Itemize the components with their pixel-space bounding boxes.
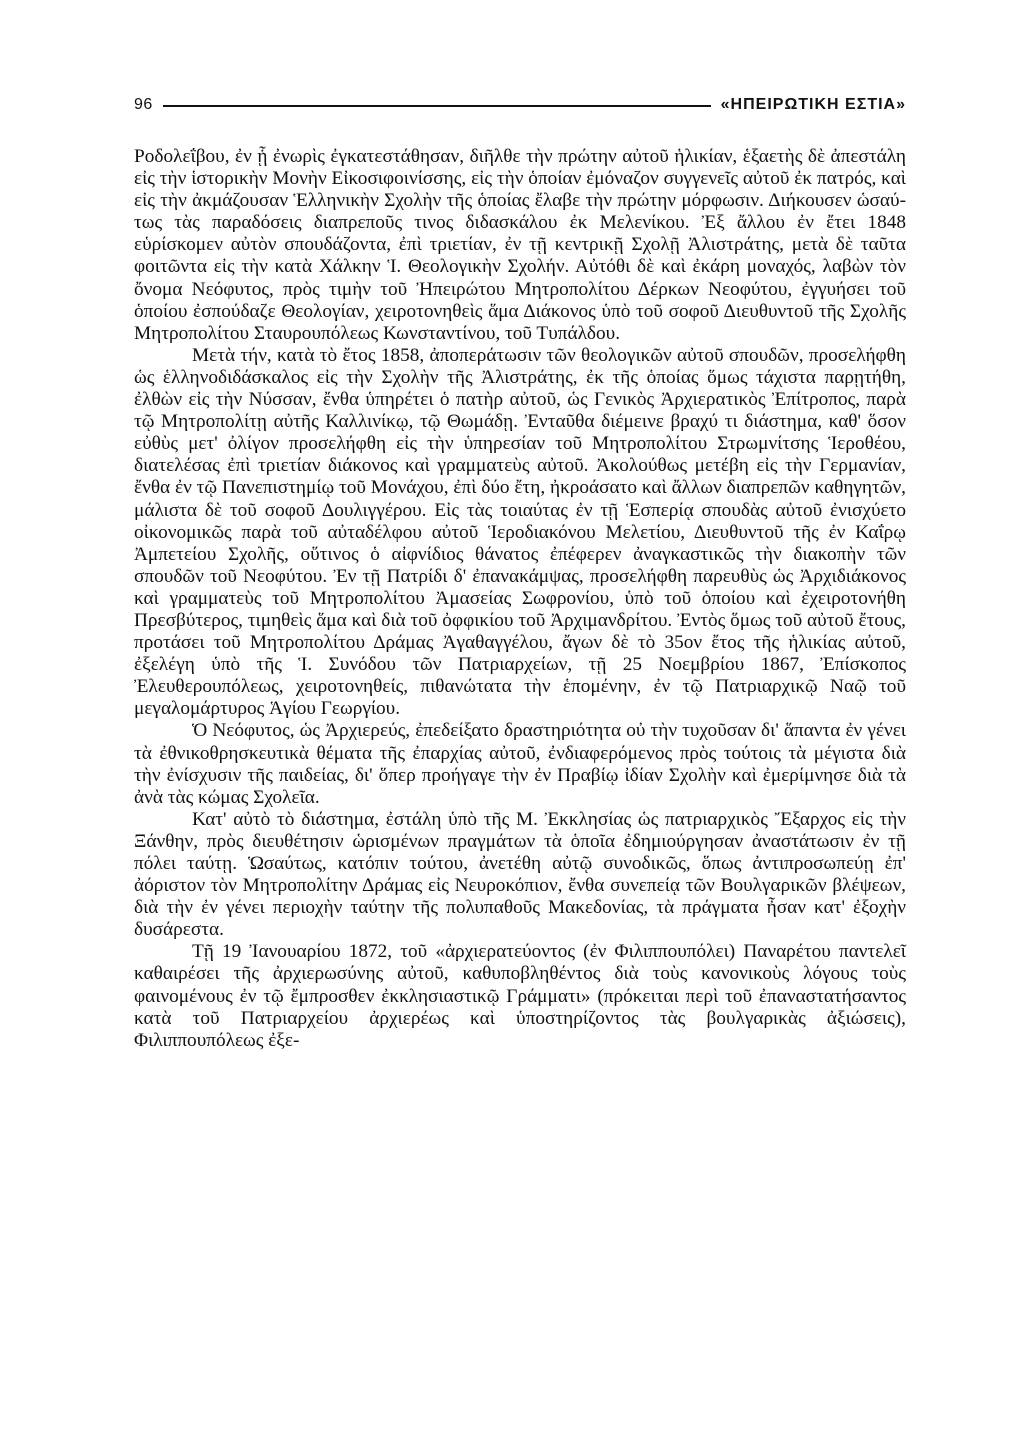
header-rule (163, 105, 711, 107)
paragraph-5: Τῇ 19 Ἰανουαρίου 1872, τοῦ «ἀρχιερατεύοντος (ἐν Φιλιππουπόλει) Παναρέτου παντελεῖ καθαιρέσει τῆς ἀρχιερωσύνης αὐτοῦ, καθυποβληθέντος διὰ τοὺς κανονικοὺς λόγους τοὺς φαινομένους ἐν τῷ ἔμπροσθεν ἐκκλησιαστικῷ Γράμματι» (πρόκειται περὶ τοῦ ἐπαναστατήσαντος κατὰ τοῦ Πατριαρχείου ἀρχιερέως καὶ ὑποστηρίζοντος τὰς βουλγαρικὰς ἀξιώσεις), Φιλιππουπόλεως ἐξε- (134, 941, 906, 1051)
running-title: «ΗΠΕΙΡΩΤΙΚΗ ΕΣΤΙΑ» (720, 96, 906, 113)
paragraph-1: Ροδολεΐβου, ἐν ᾗ ἐνωρὶς ἐγκατεστάθησαν, διῆλθε τὴν πρώτην αὐτοῦ ἡλικίαν, ἑξαετὴς δὲ ἀπεστάλη εἰς τὴν ἱστορικὴν Μονὴν Εἰκοσιφοινίσσης, εἰς τὴν ὁποίαν ἐμόναζον συγγενεῖς αὐτοῦ ἐκ πατρός, καὶ εἰς τὴν ἀκμάζουσαν Ἑλληνικὴν Σχολὴν τῆς ὁποίας ἔλαβε τὴν πρώτην μόρφωσιν. Διήκουσεν ὡσαύτως τὰς παραδόσεις διαπρεποῦς τινος διδασκάλου ἐκ Μελενίκου. Ἐξ ἄλλου ἐν ἔτει 1848 εὑρίσκομεν αὐτὸν σπουδάζοντα, ἐπὶ τριετίαν, ἐν τῇ κεντρικῇ Σχολῇ Ἀλιστράτης, μετὰ δὲ ταῦτα φοιτῶντα εἰς τὴν κατὰ Χάλκην Ἱ. Θεολογικὴν Σχολήν. Αὐτόθι δὲ καὶ ἐκάρη μοναχός, λαβὼν τὸν ὄνομα Νεόφυτος, πρὸς τιμὴν τοῦ Ἠπειρώτου Μητροπολίτου Δέρκων Νεοφύτου, ἐγγυήσει τοῦ ὁποίου ἐσπούδαζε Θεολογίαν, χειροτονηθεὶς ἅμα Διάκονος ὑπὸ τοῦ σοφοῦ Διευθυντοῦ τῆς Σχολῆς Μητροπολίτου Σταυρουπόλεως Κωνσταντίνου, τοῦ Τυπάλδου. (134, 146, 906, 344)
paragraph-3: Ὁ Νεόφυτος, ὡς Ἀρχιερεύς, ἐπεδείξατο δραστηριότητα οὐ τὴν τυχοῦσαν δι' ἅπαντα ἐν γένει τὰ ἐθνικοθρησκευτικὰ θέματα τῆς ἐπαρχίας αὐτοῦ, ἐνδιαφερόμενος πρὸς τούτοις τὰ μέγιστα διὰ τὴν ἐνίσχυσιν τῆς παιδείας, δι' ὅπερ προήγαγε τὴν ἐν Πραβίῳ ἰδίαν Σχολὴν καὶ ἐμερίμνησε διὰ τὰ ἀνὰ τὰς κώμας Σχολεῖα. (134, 720, 906, 808)
body-text (134, 146, 906, 1052)
paragraph-2: Μετὰ τήν, κατὰ τὸ ἔτος 1858, ἀποπεράτωσιν τῶν θεολογικῶν αὐτοῦ σπουδῶν, προσελήφθη ὡς ἑλληνοδιδάσκαλος εἰς τὴν Σχολὴν τῆς Ἀλιστράτης, ἐκ τῆς ὁποίας ὅμως τάχιστα παρῃτήθη, ἐλθὼν εἰς τὴν Νύσσαν, ἔνθα ὑπηρέτει ὁ πατὴρ αὐτοῦ, ὡς Γενικὸς Ἀρχιερατικὸς Ἐπίτροπος, παρὰ τῷ Μητροπολίτῃ αὐτῆς Καλλινίκῳ, τῷ Θωμάδῃ. Ἐνταῦθα διέμεινε βραχύ τι διάστημα, καθ' ὅσον εὐθὺς μετ' ὀλίγον προσελήφθη εἰς τὴν ὑπηρεσίαν τοῦ Μητροπολίτου Στρωμνίτσης Ἱεροθέου, διατελέσας ἐπὶ τριετίαν διάκονος καὶ γραμματεὺς αὐτοῦ. Ἀκολούθως μετέβη εἰς τὴν Γερμανίαν, ἔνθα ἐν τῷ Πανεπιστημίῳ τοῦ Μονάχου, ἐπὶ δύο ἔτη, ἠκροάσατο καὶ ἄλλων διαπρεπῶν καθηγητῶν, μάλιστα δὲ τοῦ σοφοῦ Δουλιγγέρου. Εἰς τὰς τοιαύτας ἐν τῇ Ἑσπερίᾳ σπουδὰς αὐτοῦ ἐνισχύετο οἰκονομικῶς παρὰ τοῦ αὐταδέλφου αὐτοῦ Ἱεροδιακόνου Μελετίου, Διευθυντοῦ τῆς ἐν Καΐρῳ Ἀμπετείου Σχολῆς, οὕτινος ὁ αἰφνίδιος θάνατος ἐπέφερεν ἀναγκαστικῶς τὴν διακοπὴν τῶν σπουδῶν τοῦ Νεοφύτου. Ἐν τῇ Πατρίδι δ' ἐπανακάμψας, προσελήφθη παρευθὺς ὡς Ἀρχιδιάκονος καὶ γραμματεὺς τοῦ Μητροπολίτου Ἀμασείας Σωφρονίου, ὑπὸ τοῦ ὁποίου καὶ ἐχειροτονήθη Πρεσβύτερος, τιμηθεὶς ἅμα καὶ διὰ τοῦ ὀφφικίου τοῦ Ἀρχιμανδρίτου. Ἐντὸς ὅμως τοῦ αὐτοῦ ἔτους, προτάσει τοῦ Μητροπολίτου Δράμας Ἀγαθαγγέλου, ἄγων δὲ τὸ 35ον ἔτος τῆς ἡλικίας αὐτοῦ, ἐξελέγη ὑπὸ τῆς Ἱ. Συνόδου τῶν Πατριαρχείων, τῇ 25 Νοεμβρίου 1867, Ἐπίσκοπος Ἐλευθερουπόλεως, χειροτονηθείς, πιθανώτατα τὴν ἑπομένην, ἐν τῷ Πατριαρχικῷ Ναῷ τοῦ μεγαλομάρτυρος Ἁγίου Γεωργίου. (134, 344, 906, 720)
page-number: 96 (134, 96, 153, 113)
page-header (134, 94, 906, 116)
paragraph-4: Κατ' αὐτὸ τὸ διάστημα, ἐστάλη ὑπὸ τῆς Μ. Ἐκκλησίας ὡς πατριαρχικὸς Ἔξαρχος εἰς τὴν Ξάνθην, πρὸς διευθέτησιν ὡρισμένων πραγμάτων τὰ ὁποῖα ἐδημιούργησαν ἀναστάτωσιν ἐν τῇ πόλει ταύτῃ. Ὡσαύτως, κατόπιν τούτου, ἀνετέθη αὐτῷ συνοδικῶς, ὅπως ἀντιπροσωπεύῃ ἐπ' ἀόριστον τὸν Μητροπολίτην Δράμας εἰς Νευροκόπιον, ἔνθα συνεπείᾳ τῶν Βουλγαρικῶν βλέψεων, διὰ τὴν ἐν γένει περιοχὴν ταύτην τῆς πολυπαθοῦς Μακεδονίας, τὰ πράγματα ἦσαν κατ' ἐξοχὴν δυσάρεστα. (134, 808, 906, 941)
